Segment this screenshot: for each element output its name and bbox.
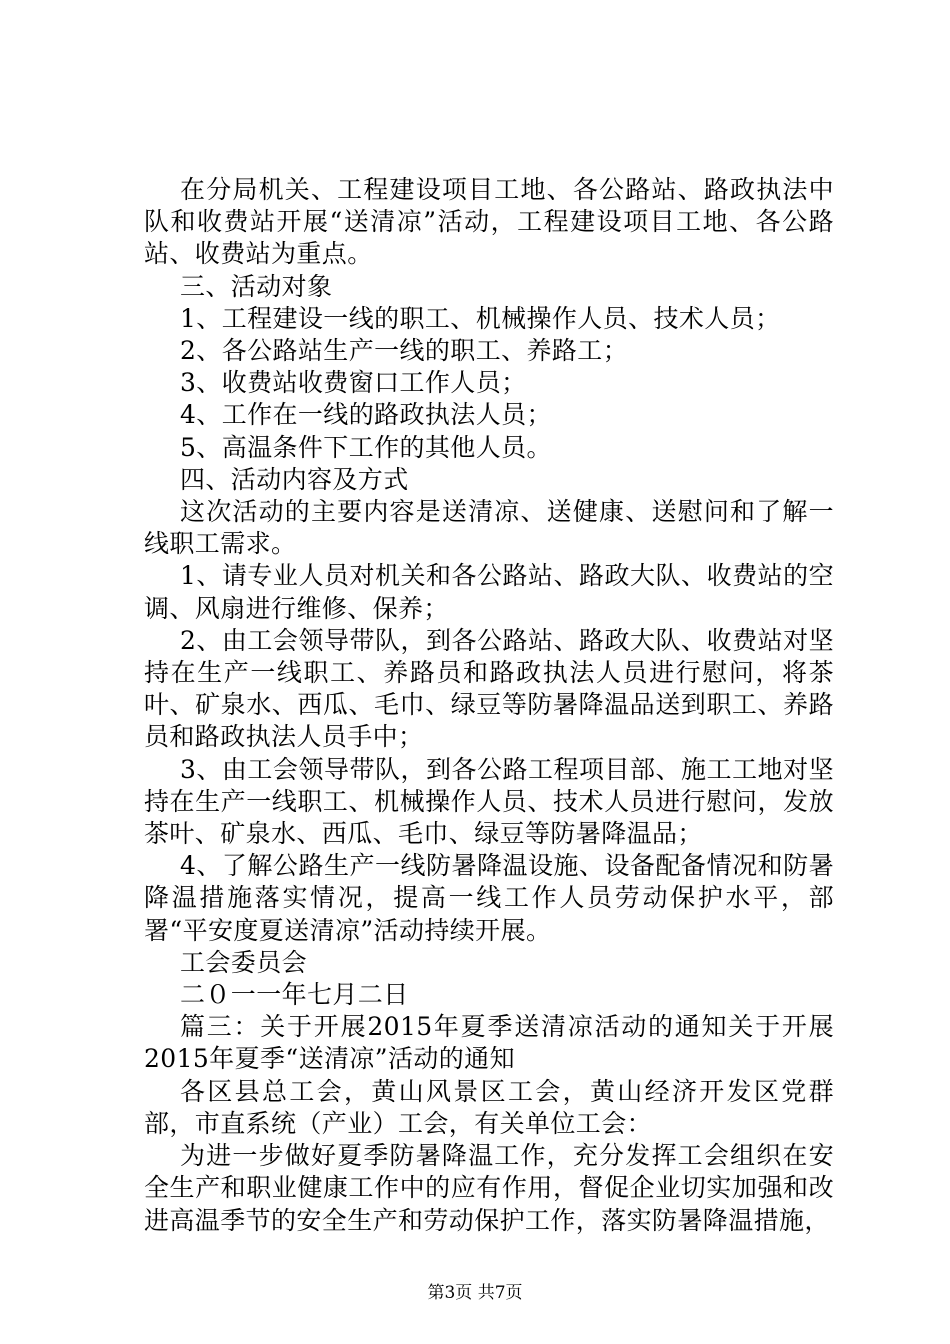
- list-item: 2、各公路站生产一线的职工、养路工；: [180, 336, 629, 366]
- addressee: 各区县总工会，黄山风景区工会，黄山经济开发区党群部，市直系统（产业）工会，有关单位工会：: [144, 1076, 834, 1138]
- page-number: 第3页 共7页: [427, 1283, 523, 1303]
- list-item: 3、由工会领导带队，到各公路工程项目部、施工工地对坚持在生产一线职工、机械操作人员、技术人员进行慰问，发放茶叶、矿泉水、西瓜、毛巾、绿豆等防暑降温品；: [144, 754, 834, 849]
- paragraph: 为进一步做好夏季防暑降温工作，充分发挥工会组织在安全生产和职业健康工作中的应有作用，督促企业切实加强和改进高温季节的安全生产和劳动保护工作，落实防暑降温措施，: [144, 1141, 834, 1235]
- paragraph: 在分局机关、工程建设项目工地、各公路站、路政执法中队和收费站开展“送清凉”活动，工程建设项目工地、各公路站、收费站为重点。: [144, 175, 834, 269]
- section-heading: 四、活动内容及方式: [180, 464, 409, 494]
- section-heading: 三、活动对象: [180, 271, 333, 301]
- article-title: 篇三：关于开展2015年夏季送清凉活动的通知关于开展2015年夏季“送清凉”活动的通知: [144, 1012, 834, 1074]
- list-item: 5、高温条件下工作的其他人员。: [180, 432, 552, 462]
- list-item: 2、由工会领导带队，到各公路站、路政大队、收费站对坚持在生产一线职工、养路员和路政执法人员进行慰问，将茶叶、矿泉水、西瓜、毛巾、绿豆等防暑降温品送到职工、养路员和路政执法人员手中；: [144, 625, 834, 752]
- list-item: 1、请专业人员对机关和各公路站、路政大队、收费站的空调、风扇进行维修、保养；: [144, 561, 834, 623]
- document-body: [144, 174, 834, 1237]
- signature-organization: 工会委员会: [180, 947, 308, 977]
- list-item: 4、工作在一线的路政执法人员；: [180, 400, 552, 430]
- paragraph: 这次活动的主要内容是送清凉、送健康、送慰问和了解一线职工需求。: [144, 497, 834, 559]
- list-item: 4、了解公路生产一线防暑降温设施、设备配备情况和防暑降温措施落实情况，提高一线工作人员劳动保护水平，部署“平安度夏送清凉”活动持续开展。: [144, 851, 834, 945]
- signature-date: 二０一一年七月二日: [180, 980, 409, 1010]
- list-item: 3、收费站收费窗口工作人员；: [180, 368, 527, 398]
- list-item: 1、工程建设一线的职工、机械操作人员、技术人员；: [180, 303, 781, 333]
